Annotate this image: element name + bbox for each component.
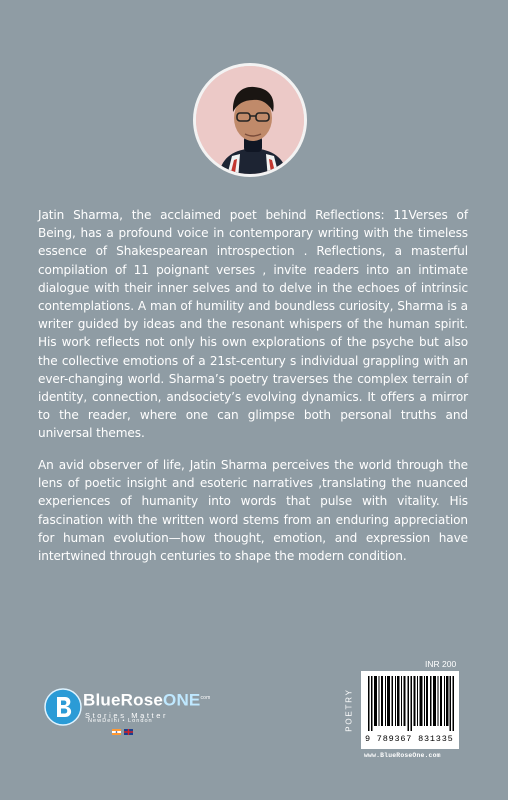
publisher-wordmark bbox=[83, 688, 211, 721]
isbn-number: 9 789367 831335 bbox=[365, 734, 454, 744]
isbn-barcode-icon bbox=[361, 671, 459, 733]
flag-icons bbox=[112, 728, 136, 736]
publisher-name-accent: ONE bbox=[163, 690, 201, 710]
publisher-superscript: com bbox=[200, 695, 211, 701]
genre-label: POETRY bbox=[344, 688, 354, 732]
author-bio-paragraph-1: Jatin Sharma, the acclaimed poet behind Reflections: 11Verses of Being, has a profound voice in contemporary writing with the timeless essence of Shakespearean introspection . Reflections, a masterful compilation of 11 poignant verses , invite readers into an intimate dialogue with their inner selves and to delve in the echoes of intrinsic contemplations. A man of humility and boundless curiosity, Sharma is a writer guided by ideas and the resonant whispers of the human spirit. His work reflects not only his own explorations of the psyche but also the collective emotions of a 21st-century s individual grappling with an ever-changing world. Sharma’s poetry traverses the complex terrain of identity, connection, andsociety’s evolving dynamics. It offers a mirror to the reader, where one can glimpse both personal truths and universal themes. bbox=[38, 208, 468, 441]
publisher-website: www.BlueRoseOne.com bbox=[364, 752, 441, 759]
price-label: INR 200 bbox=[425, 659, 457, 669]
publisher-name: BlueRose bbox=[83, 690, 164, 710]
author-portrait bbox=[193, 63, 307, 177]
publisher-tagline: Stories Matter bbox=[85, 710, 169, 720]
bluerose-b-logo-icon bbox=[44, 686, 84, 728]
author-bio-paragraph-2: An avid observer of life, Jatin Sharma perceives the world through the lens of poetic insight and esoteric narratives ,translating the nuanced experiences of humanity into words that pulse with vitality. His fascination with the written word stems from an enduring appreciation for human evolution—how thought, emotion, and expression have intertwined through centuries to shape the modern condition. bbox=[38, 458, 468, 564]
publisher-cities: NewDelhi • London bbox=[88, 718, 153, 724]
